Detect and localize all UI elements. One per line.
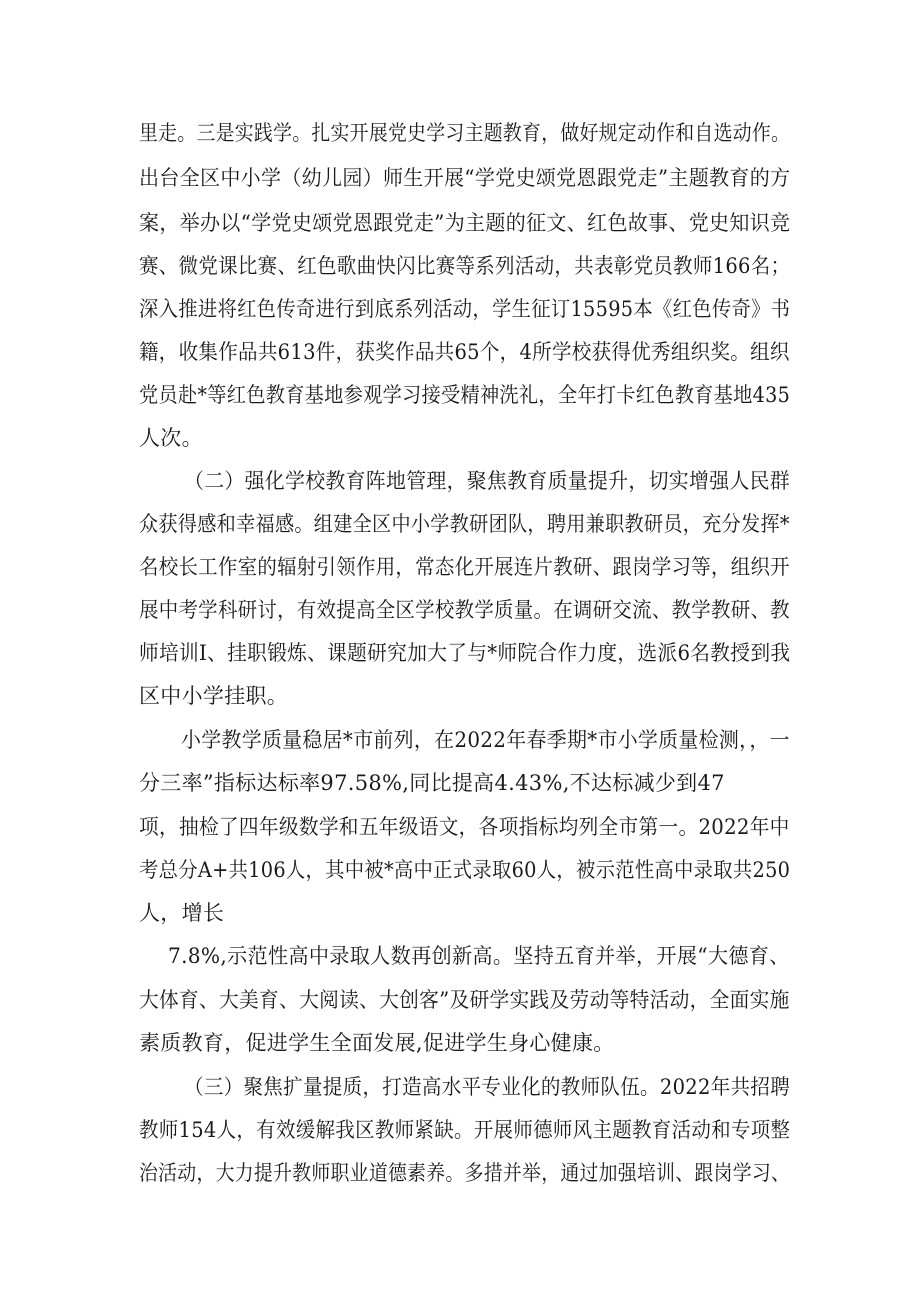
text-line: 出台全区中小学（幼儿园）师生开展“学党史颂党恩跟党走”主题教育的方: [139, 166, 791, 190]
text-line: （三）聚焦扩量提质，打造高水平专业化的教师队伍。2022年共招聘: [184, 1075, 791, 1099]
text-line: 教师154人，有效缓解我区教师紧缺。开展师德师风主题教育活动和专项整: [139, 1118, 791, 1142]
text-line: 党员赴*等红色教育基地参观学习接受精神洗礼，全年打卡红色教育基地435: [139, 383, 791, 407]
text-line: 深入推进将红色传奇进行到底系列活动，学生征订15595本《红色传奇》书: [139, 297, 791, 321]
text-line: 籍，收集作品共613件，获奖作品共65个，4所学校获得优秀组织奖。组织: [139, 340, 790, 364]
text-line: 治活动，大力提升教师职业道德素养。多措并举，通过加强培训、跟岗学习、: [139, 1161, 791, 1185]
text-line: 名校长工作室的辐射引领作用，常态化开展连片教研、跟岗学习等，组织开: [139, 555, 790, 579]
text-line: 赛、微党课比赛、红色歌曲快闪比赛等系列活动，共表彰党员教师166名；: [139, 254, 791, 278]
text-line: 素质教育，促进学生全面发展,促进学生身心健康。: [139, 1031, 615, 1055]
text-line: 小学教学质量稳居*市前列，在2022年春季期*市小学质量检测，，一: [181, 728, 790, 752]
text-line: 大体育、大美育、大阅读、大创客”及研学实践及劳动等特活动，全面实施: [139, 988, 790, 1012]
text-line: 项，抽检了四年级数学和五年级语文，各项指标均列全市第一。2022年中: [139, 815, 790, 839]
text-line: 人，增长: [139, 901, 225, 925]
text-line: 分三率”指标达标率97.58%,同比提高4.43%,不达标减少到47: [139, 771, 725, 795]
text-line: 7.8%,示范性高中录取人数再创新高。坚持五育并举，开展“大德育、: [168, 944, 790, 968]
text-line: 众获得感和幸福感。组建全区中小学教研团队，聘用兼职教研员，充分发挥*: [139, 512, 790, 536]
text-line: 师培训I、挂职锻炼、课题研究加大了与*师院合作力度，选派6名教授到我: [139, 641, 791, 665]
text-line: 考总分A+共106人，其中被*高中正式录取60人，被示范性高中录取共250: [139, 858, 791, 882]
text-line: 人次。: [139, 426, 203, 450]
text-line: 展中考学科研讨，有效提高全区学校教学质量。在调研交流、教学教研、教: [139, 598, 790, 622]
text-line: 区中小学挂职。: [139, 684, 289, 708]
text-line: 案，举办以“学党史颂党恩跟党走”为主题的征文、红色故事、党史知识竞: [139, 211, 791, 235]
text-line: 里走。三是实践学。扎实开展党史学习主题教育，做好规定动作和自选动作。: [139, 121, 791, 145]
text-line: （二）强化学校教育阵地管理，聚焦教育质量提升，切实增强人民群: [184, 469, 790, 493]
